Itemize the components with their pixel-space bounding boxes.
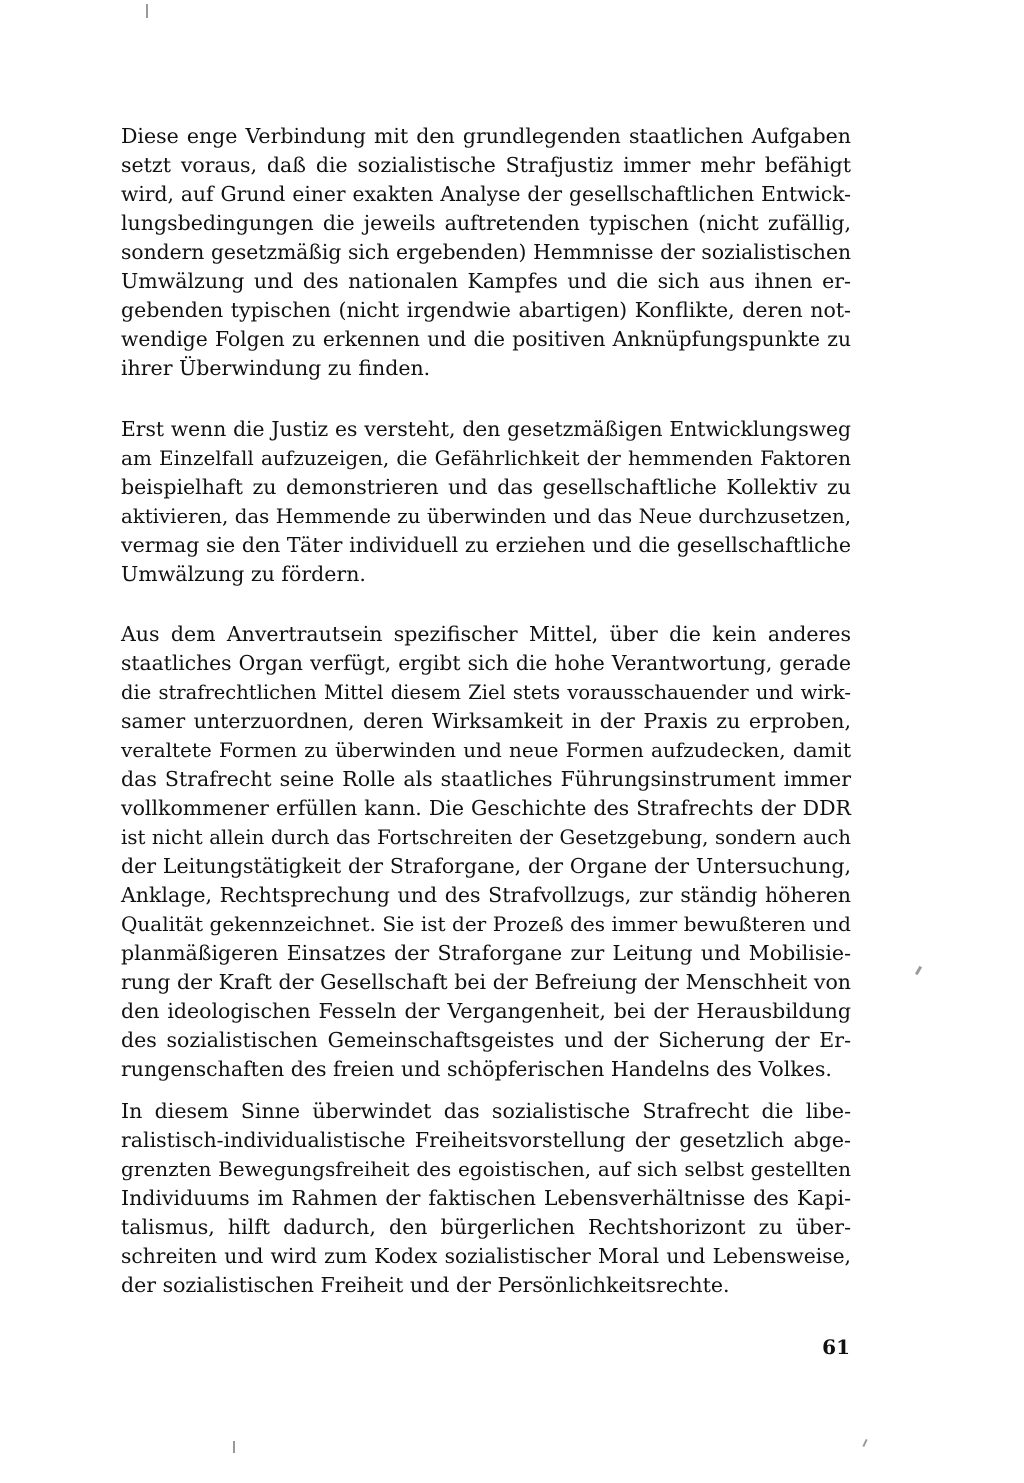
- text-line: Anklage, Rechtsprechung und des Strafvollzugs, zur ständig höheren: [121, 883, 851, 907]
- paragraph-2: [121, 415, 851, 589]
- text-line: In diesem Sinne überwindet das sozialistische Strafrecht die libe-: [121, 1099, 851, 1123]
- text-line: Diese enge Verbindung mit den grundlegenden staatlichen Aufgaben: [121, 124, 851, 148]
- text-line: der sozialistischen Freiheit und der Persönlichkeitsrechte.: [121, 1273, 730, 1297]
- page-number: 61: [822, 1335, 850, 1359]
- text-line: ist nicht allein durch das Fortschreiten der Gesetzgebung, sondern auch: [121, 826, 851, 849]
- text-line: das Strafrecht seine Rolle als staatliches Führungsinstrument immer: [121, 767, 851, 791]
- text-line: den ideologischen Fesseln der Vergangenheit, bei der Herausbildung: [121, 999, 851, 1023]
- text-line: veraltete Formen zu überwinden und neue Formen aufzudecken, damit: [121, 738, 851, 762]
- text-line: aktivieren, das Hemmende zu überwinden und das Neue durchzusetzen,: [121, 505, 851, 528]
- text-line: der Leitungstätigkeit der Straforgane, der Organe der Untersuchung,: [121, 854, 851, 878]
- text-line: Erst wenn die Justiz es versteht, den gesetzmäßigen Entwicklungsweg: [121, 417, 851, 441]
- text-line: Umwälzung und des nationalen Kampfes und die sich aus ihnen er-: [121, 269, 851, 293]
- text-line: planmäßigeren Einsatzes der Straforgane zur Leitung und Mobilisie-: [121, 941, 851, 965]
- text-line: schreiten und wird zum Kodex sozialistischer Moral und Lebensweise,: [121, 1244, 851, 1268]
- text-line: Qualität gekennzeichnet. Sie ist der Prozeß des immer bewußteren und: [121, 912, 851, 936]
- text-line: staatliches Organ verfügt, ergibt sich die hohe Verantwortung, gerade: [121, 651, 851, 675]
- text-line: Aus dem Anvertrautsein spezifischer Mittel, über die kein anderes: [121, 622, 851, 646]
- text-line: rung der Kraft der Gesellschaft bei der Befreiung der Menschheit von: [121, 970, 851, 994]
- text-line: setzt voraus, daß die sozialistische Strafjustiz immer mehr befähigt: [121, 153, 851, 177]
- text-line: gebenden typischen (nicht irgendwie abartigen) Konflikte, deren not-: [121, 298, 851, 322]
- text-line: sondern gesetzmäßig sich ergebenden) Hemmnisse der sozialistischen: [121, 240, 851, 264]
- text-line: Individuums im Rahmen der faktischen Lebensverhältnisse des Kapi-: [121, 1186, 851, 1210]
- scan-speck: [233, 1441, 235, 1453]
- text-line: des sozialistischen Gemeinschaftsgeistes und der Sicherung der Er-: [121, 1028, 851, 1052]
- text-line: wird, auf Grund einer exakten Analyse der gesellschaftlichen Entwick-: [121, 182, 851, 206]
- text-line: samer unterzuordnen, deren Wirksamkeit in der Praxis zu erproben,: [121, 709, 851, 733]
- scan-speck: [862, 1439, 867, 1447]
- paragraph-1: [121, 122, 851, 383]
- text-line: ihrer Überwindung zu finden.: [121, 356, 431, 380]
- text-line: rungenschaften des freien und schöpferischen Handelns des Volkes.: [121, 1057, 832, 1081]
- paragraph-4: [121, 1097, 851, 1300]
- paragraph-3: [121, 620, 851, 1084]
- scan-speck: [146, 4, 148, 18]
- text-line: beispielhaft zu demonstrieren und das gesellschaftliche Kollektiv zu: [121, 475, 851, 499]
- text-line: lungsbedingungen die jeweils auftretenden typischen (nicht zufällig,: [121, 211, 851, 235]
- text-line: talismus, hilft dadurch, den bürgerlichen Rechtshorizont zu über-: [121, 1215, 851, 1239]
- text-line: die strafrechtlichen Mittel diesem Ziel stets vorausschauender und wirk-: [121, 681, 851, 704]
- text-line: vermag sie den Täter individuell zu erziehen und die gesellschaftliche: [121, 533, 851, 557]
- text-line: wendige Folgen zu erkennen und die positiven Anknüpfungspunkte zu: [121, 327, 851, 351]
- text-line: am Einzelfall aufzuzeigen, die Gefährlichkeit der hemmenden Faktoren: [121, 446, 851, 470]
- text-line: vollkommener erfüllen kann. Die Geschichte des Strafrechts der DDR: [121, 796, 851, 820]
- scan-speck: [915, 966, 922, 975]
- text-line: ralistisch-individualistische Freiheitsvorstellung der gesetzlich abge-: [121, 1128, 851, 1152]
- text-line: grenzten Bewegungsfreiheit des egoistischen, auf sich selbst gestellten: [121, 1157, 851, 1181]
- text-line: Umwälzung zu fördern.: [121, 562, 366, 586]
